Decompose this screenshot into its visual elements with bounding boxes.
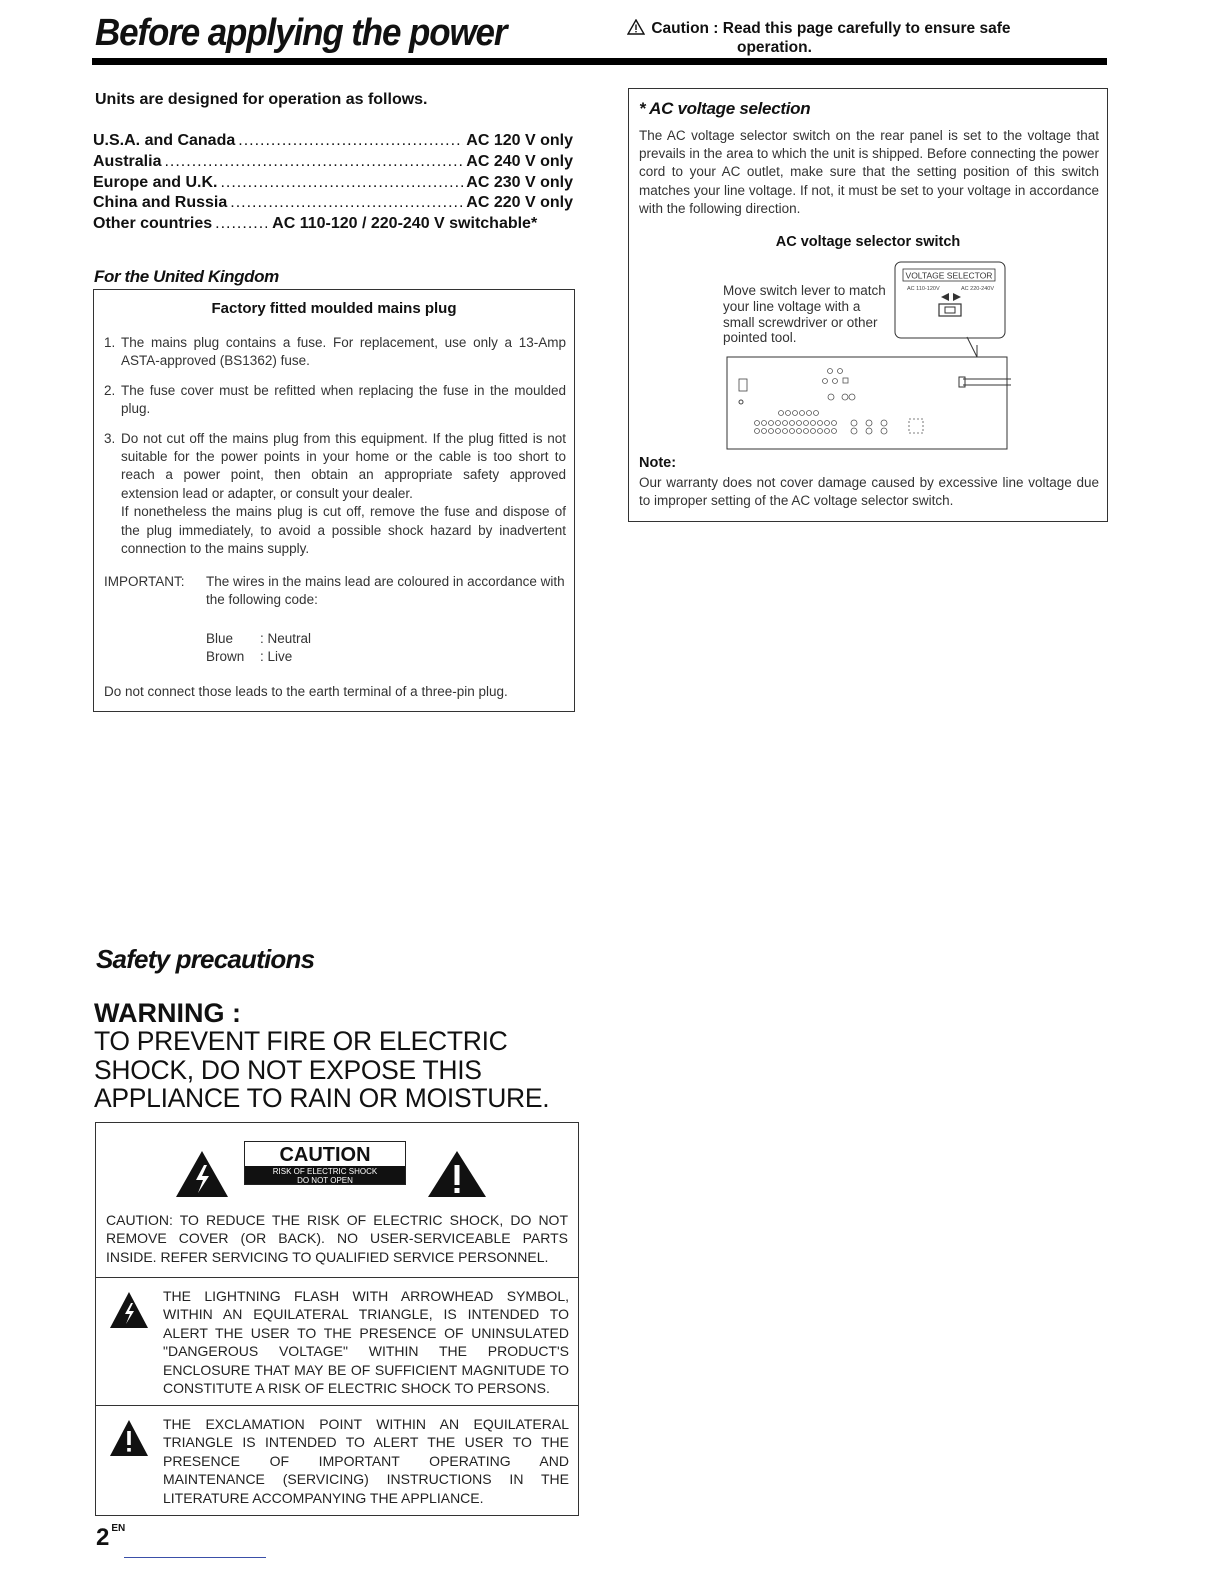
exclamation-triangle-icon [426, 1149, 488, 1199]
uk-section-title: For the United Kingdom [94, 267, 279, 286]
units-region: Australia [93, 152, 162, 170]
exclamation-triangle-icon [109, 1419, 149, 1457]
selector-right-label: AC 220-240V [961, 286, 995, 292]
exclamation-text: THE EXCLAMATION POINT WITHIN AN EQUILATERAL TRIANGLE IS INTENDED TO ALERT THE USER TO THE PRESENCE OF IMPORTANT OPERATING AND MAINTENANCE (SERVICING) INSTRUCTIONS IN THE LITERATURE ACCOMPANYING THE APPLIANCE. [163, 1416, 569, 1506]
wire-colour-code [206, 630, 311, 667]
important-text: The wires in the mains lead are coloured in accordance with the following code: [206, 574, 565, 608]
units-table [93, 131, 573, 235]
units-row [93, 214, 573, 235]
ac-voltage-box [628, 88, 1108, 522]
units-row [93, 152, 573, 173]
caution-label [244, 1141, 406, 1185]
units-region: China and Russia [93, 194, 228, 212]
list-item: 3. Do not cut off the mains plug from this equipment. If the plug fitted is not suitable for the power points in your home or the cable is too short to reach a power point, then obtain an appropriate safety approved extension lead or adapter, or consult your dealer. If nonetheless the mains plug is cut off, remove the fuse and dispose of the plug immediately, to avoid a possible shock hazard by inadvertent connection to the mains supply. [104, 430, 566, 557]
units-region: Other countries [93, 215, 213, 233]
caution-text: CAUTION: TO REDUCE THE RISK OF ELECTRIC SHOCK, DO NOT REMOVE COVER (OR BACK). NO USER-SERVICEABLE PARTS INSIDE. REFER SERVICING TO QUALIFIED SERVICE PERSONNEL. [106, 1212, 568, 1265]
warning-body: TO PREVENT FIRE OR ELECTRIC SHOCK, DO NOT EXPOSE THIS APPLIANCE TO RAIN OR MOISTURE. [94, 1026, 550, 1113]
uk-instruction-list [104, 334, 566, 569]
page-title: Before applying the power [95, 12, 507, 54]
units-region: Europe and U.K. [93, 173, 218, 191]
lightning-explanation [96, 1277, 578, 1406]
selector-label: VOLTAGE SELECTOR [905, 270, 993, 281]
header-rule [92, 58, 1107, 65]
ac-voltage-title: * AC voltage selection [639, 99, 811, 118]
units-region: U.S.A. and Canada [93, 132, 236, 149]
caution-header-line1: Caution : Read this page carefully to ensure safe [651, 20, 1011, 37]
warning-heading: WARNING : [94, 998, 241, 1028]
caution-label-section [96, 1123, 578, 1278]
lightning-triangle-icon [109, 1291, 149, 1329]
units-row [93, 173, 573, 194]
units-voltage: AC 230 V only [466, 173, 573, 191]
note-heading: Note: [639, 455, 677, 471]
wire-row: Blue : Neutral [206, 631, 312, 646]
uk-box-footer: Do not connect those leads to the earth terminal of a three-pin plug. [104, 684, 508, 699]
units-voltage: AC 110-120 / 220-240 V switchable* [272, 215, 538, 233]
important-note [104, 573, 566, 610]
caution-label-subtitle: RISK OF ELECTRIC SHOCK DO NOT OPEN [245, 1166, 405, 1184]
note-body: Our warranty does not cover damage caused by excessive line voltage due to improper setting of the AC voltage selector switch. [639, 475, 1099, 509]
rear-panel-diagram [719, 257, 1019, 457]
units-voltage: AC 120 V only [466, 132, 573, 149]
wire-row: Brown : Live [206, 649, 293, 665]
units-row [93, 131, 573, 152]
page-number: 2 $^{EN}$ [96, 1523, 126, 1551]
ac-voltage-body: The AC voltage selector switch on the rear panel is set to the voltage that prevails in the area to which the unit is shipped. Before connecting the power cord to your AC outlet, make sure that the setting position of this switch matches your line voltage. If not, it must be set to your voltage in accordance with the following direction. [639, 128, 1099, 216]
units-voltage: AC 220 V only [466, 194, 573, 212]
warning-triangle-icon [627, 19, 647, 39]
important-label: IMPORTANT: [104, 574, 185, 589]
units-row [93, 193, 573, 214]
page-language: EN [111, 1523, 126, 1534]
lightning-triangle-icon [174, 1149, 230, 1199]
list-item: 1. The mains plug contains a fuse. For replacement, use only a 13-Amp ASTA-approved (BS1362) fuse. [104, 335, 566, 369]
caution-header-line2: operation. [737, 39, 812, 56]
caution-header [627, 19, 1087, 56]
selector-left-label: AC 110-120V [907, 286, 940, 292]
safety-title: Safety precautions [96, 944, 315, 974]
lightning-text: THE LIGHTNING FLASH WITH ARROWHEAD SYMBOL, WITHIN AN EQUILATERAL TRIANGLE, IS INTENDED TO ALERT THE USER TO THE PRESENCE OF UNINSULATED "DANGEROUS VOLTAGE" WITHIN THE PRODUCT'S ENCLOSURE THAT MAY BE OF SUFFICIENT MAGNITUDE TO CONSTITUTE A RISK OF ELECTRIC SHOCK TO PERSONS. [163, 1288, 569, 1397]
exclamation-explanation [96, 1405, 578, 1515]
footer-line [124, 1557, 266, 1558]
units-intro: Units are designed for operation as follows. [95, 91, 428, 108]
ac-selector-instruction: Move switch lever to match your line voltage with a small screwdriver or other pointed tool. [723, 283, 886, 346]
caution-label-title: CAUTION [279, 1144, 371, 1166]
ac-selector-subtitle: AC voltage selector switch [775, 234, 961, 250]
uk-plug-box [93, 289, 575, 712]
caution-box [95, 1122, 579, 1516]
uk-box-heading: Factory fitted moulded mains plug [211, 300, 457, 317]
units-voltage: AC 240 V only [466, 152, 573, 170]
list-item: 2. The fuse cover must be refitted when replacing the fuse in the moulded plug. [104, 382, 566, 417]
